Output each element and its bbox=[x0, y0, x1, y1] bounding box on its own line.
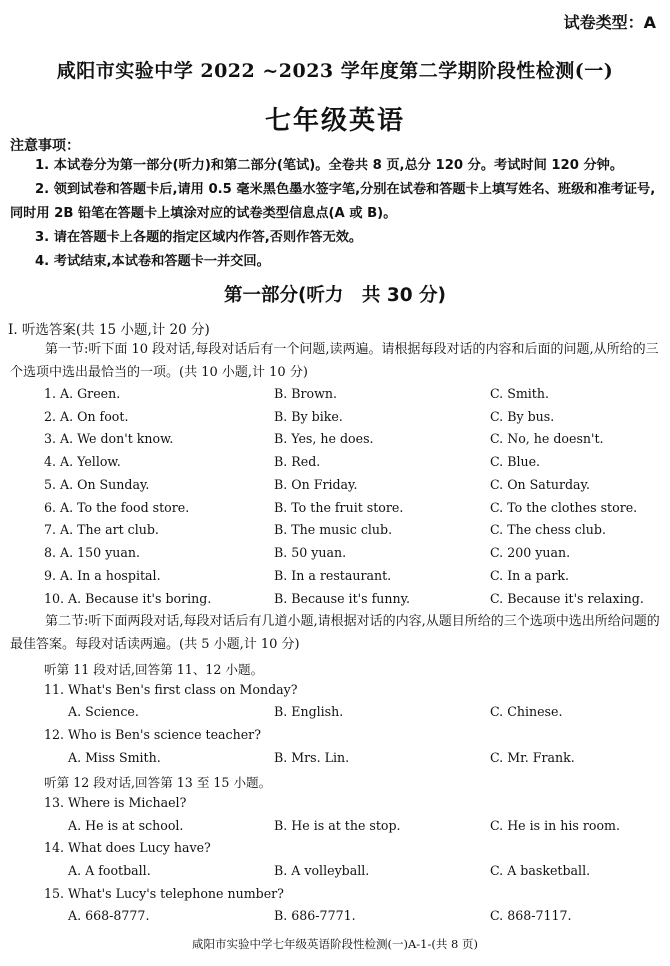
option-b: B. On Friday. bbox=[274, 477, 358, 492]
option-a: A. Science. bbox=[68, 704, 139, 719]
question-row bbox=[0, 818, 670, 840]
page-footer: 咸阳市实验中学七年级英语阶段性检测(一)A-1-(共 8 页) bbox=[192, 937, 478, 951]
subject-title: 七年级英语 bbox=[264, 106, 405, 136]
option-c: C. No, he doesn't. bbox=[490, 431, 604, 446]
paper-type-label: 试卷类型：A bbox=[563, 13, 656, 32]
option-b: B. English. bbox=[274, 704, 344, 719]
question-row bbox=[0, 522, 670, 544]
question-row bbox=[0, 908, 670, 930]
option-c: C. Smith. bbox=[490, 386, 549, 401]
option-a: 5. A. On Sunday. bbox=[44, 477, 150, 492]
question-row bbox=[0, 704, 670, 726]
option-c: C. Because it's relaxing. bbox=[490, 591, 644, 606]
option-b: B. A volleyball. bbox=[274, 863, 370, 878]
option-a: 6. A. To the food store. bbox=[44, 500, 190, 515]
option-a: 2. A. On foot. bbox=[44, 409, 129, 424]
question-stem: 15. What's Lucy's telephone number? bbox=[44, 886, 284, 901]
option-a: 4. A. Yellow. bbox=[44, 454, 121, 469]
option-b: B. 686-7771. bbox=[274, 908, 356, 923]
section-heading: Ⅰ. 听选答案(共 15 小题,计 20 分) bbox=[8, 322, 210, 338]
note-item: 4. 考试结束,本试卷和答题卡一并交回。 bbox=[35, 254, 270, 269]
question-row bbox=[0, 591, 670, 613]
option-c: C. To the clothes store. bbox=[490, 500, 638, 515]
option-a: A. A football. bbox=[68, 863, 151, 878]
section2-intro: 第二节:听下面两段对话,每段对话后有几道小题,请根据对话的内容,从题目所给的三个选项中选出所给问题的最佳答案。每段对话读两遍。(共 5 小题,计 10 分) bbox=[10, 614, 660, 652]
question-row bbox=[0, 863, 670, 885]
option-a: 8. A. 150 yuan. bbox=[44, 545, 141, 560]
option-c: C. Blue. bbox=[490, 454, 541, 469]
option-a: A. 668-8777. bbox=[68, 908, 150, 923]
question-stem: 13. Where is Michael? bbox=[44, 795, 187, 810]
option-c: C. 868-7117. bbox=[490, 908, 572, 923]
option-c: C. Mr. Frank. bbox=[490, 750, 575, 765]
option-c: C. A basketball. bbox=[490, 863, 591, 878]
question-row bbox=[0, 409, 670, 431]
option-a: A. He is at school. bbox=[68, 818, 184, 833]
question-stem: 14. What does Lucy have? bbox=[44, 840, 211, 855]
note-item: 1. 本试卷分为第一部分(听力)和第二部分(笔试)。全卷共 8 页,总分 120 分。考试时间 120 分钟。 bbox=[35, 158, 624, 173]
question-row bbox=[0, 750, 670, 772]
question-row bbox=[0, 568, 670, 590]
question-row bbox=[0, 545, 670, 567]
option-c: C. By bus. bbox=[490, 409, 555, 424]
option-b: B. Brown. bbox=[274, 386, 338, 401]
section1-intro: 第一节:听下面 10 段对话,每段对话后有一个问题,读两遍。请根据每段对话的内容和后面的问题,从所给的三个选项中选出最恰当的一项。(共 10 小题,计 10 分) bbox=[10, 342, 659, 380]
part-title: 第一部分(听力 共 30 分) bbox=[223, 285, 447, 306]
option-a: 9. A. In a hospital. bbox=[44, 568, 161, 583]
option-b: B. Because it's funny. bbox=[274, 591, 411, 606]
dialogue-instruction: 听第 11 段对话,回答第 11、12 小题。 bbox=[44, 662, 264, 677]
option-a: A. Miss Smith. bbox=[68, 750, 161, 765]
question-row bbox=[0, 386, 670, 408]
question-stem: 11. What's Ben's first class on Monday? bbox=[44, 682, 298, 697]
option-b: B. 50 yuan. bbox=[274, 545, 347, 560]
question-row bbox=[0, 500, 670, 522]
option-c: C. On Saturday. bbox=[490, 477, 590, 492]
option-a: 7. A. The art club. bbox=[44, 522, 159, 537]
question-row bbox=[0, 431, 670, 453]
option-a: 3. A. We don't know. bbox=[44, 431, 174, 446]
question-row bbox=[0, 454, 670, 476]
note-item: 3. 请在答题卡上各题的指定区域内作答,否则作答无效。 bbox=[35, 230, 363, 245]
option-b: B. In a restaurant. bbox=[274, 568, 392, 583]
option-c: C. In a park. bbox=[490, 568, 570, 583]
option-b: B. Yes, he does. bbox=[274, 431, 374, 446]
option-b: B. To the fruit store. bbox=[274, 500, 404, 515]
note-item: 2. 领到试卷和答题卡后,请用 0.5 毫米黑色墨水签字笔,分别在试卷和答题卡上填写姓名、班级和准考证号,同时用 2B 铅笔在答题卡上填涂对应的试卷类型信息点(A 或 B)。 bbox=[10, 182, 656, 221]
option-c: C. The chess club. bbox=[490, 522, 606, 537]
option-b: B. Red. bbox=[274, 454, 321, 469]
option-b: B. The music club. bbox=[274, 522, 393, 537]
dialogue-instruction: 听第 12 段对话,回答第 13 至 15 小题。 bbox=[44, 775, 272, 790]
option-b: B. He is at the stop. bbox=[274, 818, 401, 833]
option-a: 10. A. Because it's boring. bbox=[44, 591, 212, 606]
notes-heading: 注意事项： bbox=[10, 138, 80, 154]
option-c: C. He is in his room. bbox=[490, 818, 621, 833]
exam-title: 咸阳市实验中学 2022 ~2023 学年度第二学期阶段性检测(一) bbox=[56, 60, 614, 82]
option-c: C. Chinese. bbox=[490, 704, 563, 719]
option-b: B. By bike. bbox=[274, 409, 343, 424]
option-b: B. Mrs. Lin. bbox=[274, 750, 350, 765]
question-row bbox=[0, 477, 670, 499]
option-c: C. 200 yuan. bbox=[490, 545, 571, 560]
question-stem: 12. Who is Ben's science teacher? bbox=[44, 727, 261, 742]
option-a: 1. A. Green. bbox=[44, 386, 121, 401]
